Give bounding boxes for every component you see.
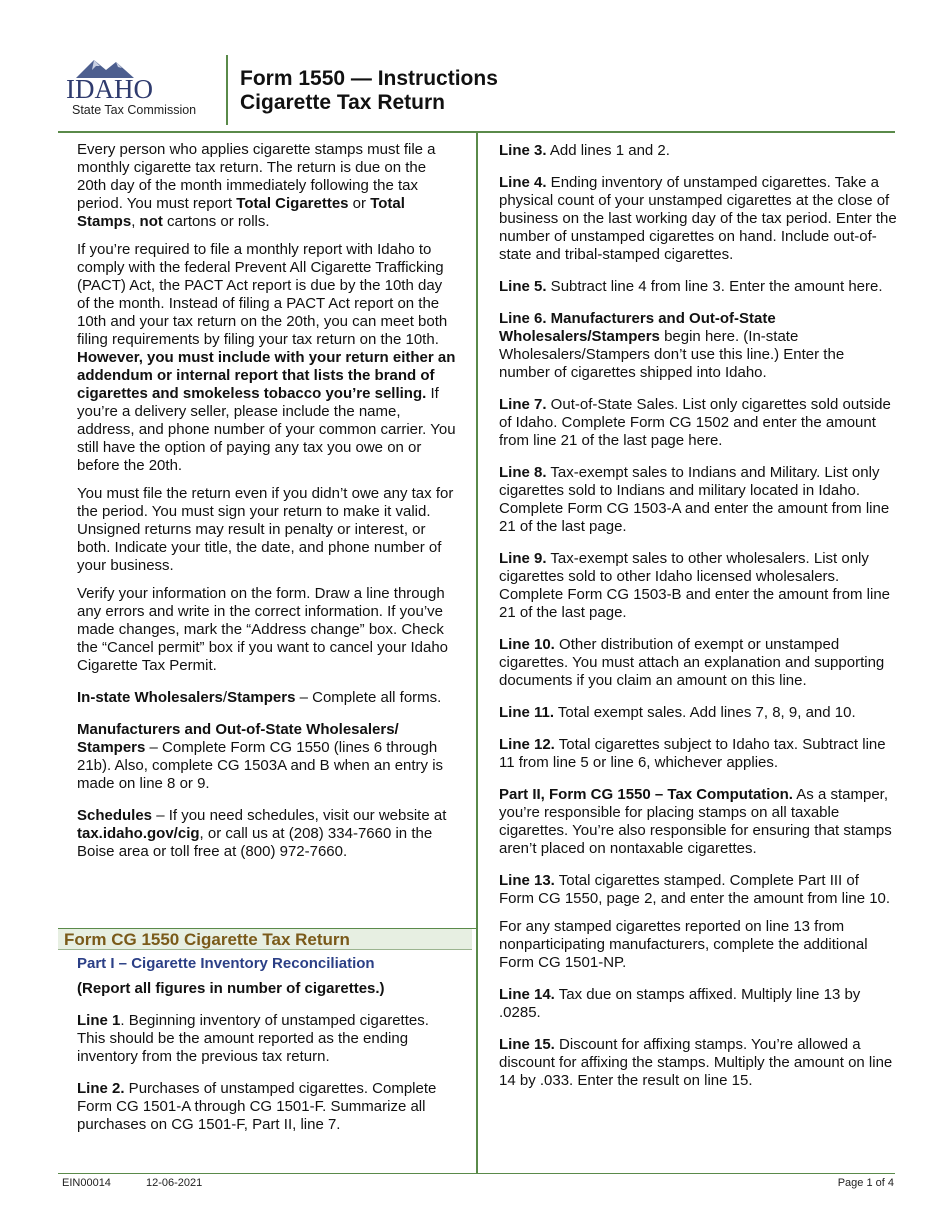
paragraph-schedules: Schedules – If you need schedules, visit our website at tax.idaho.gov/cig, or call us at (208) 334-7660 in the Boise area or toll free at (800) 972-7660.: [77, 807, 447, 860]
footer-date: 12-06-2021: [146, 1177, 203, 1189]
line-14: Line 14. Tax due on stamps affixed. Multiply line 13 by .0285.: [499, 986, 861, 1021]
line-10: Line 10. Other distribution of exempt or unstamped cigarettes. You must attach an explanation and supporting documents if you claim an amount on this line.: [499, 636, 885, 689]
paragraph-manufacturers: Manufacturers and Out-of-State Wholesalers/ Stampers – Complete Form CG 1550 (lines 6 through 21b). Also, complete CG 1503A and B when an entry is made on line 8 or 9.: [77, 721, 444, 792]
page-title: [240, 67, 498, 115]
line-2: Line 2. Purchases of unstamped cigarettes. Complete Form CG 1501-A through CG 1501-F. Summarize all purchases on CG 1501-F, Part II, line 7.: [77, 1080, 437, 1133]
report-note: (Report all figures in number of cigarettes.): [77, 980, 385, 997]
left-column: [77, 141, 457, 871]
line-12: Line 12. Total cigarettes subject to Idaho tax. Subtract line 11 from line 5 or line 6, whichever applies.: [499, 736, 886, 771]
line-13: Line 13. Total cigarettes stamped. Complete Part III of Form CG 1550, page 2, and enter the amount from line 10.: [499, 872, 891, 907]
title-line-2: Cigarette Tax Return: [240, 91, 445, 114]
line-1: Line 1. Beginning inventory of unstamped cigarettes. This should be the amount reported as the ending inventory from the previous tax return.: [77, 1012, 429, 1065]
footer-form-id: EIN00014: [62, 1177, 111, 1189]
line-8: Line 8. Tax-exempt sales to Indians and Military. List only cigarettes sold to Indians and military located in Idaho. Complete Form CG 1503-A and enter the amount from line 21 of the last page.: [499, 464, 890, 535]
line-6: Line 6. Manufacturers and Out-of-State Wholesalers/Stampers begin here. (In-state Wholesalers/Stampers don’t use this line.) Enter the number of cigarettes shipped into Idaho.: [499, 310, 845, 381]
logo-subtitle: State Tax Commission: [72, 103, 197, 117]
line-3: Line 3. Add lines 1 and 2.: [499, 142, 670, 159]
header-divider: [226, 55, 228, 125]
line-7: Line 7. Out-of-State Sales. List only cigarettes sold outside of Idaho. Complete Form CG 1502 and enter the amount from line 21 of the last page here.: [499, 396, 891, 449]
paragraph-must-file: You must file the return even if you didn’t owe any tax for the period. You must sign your return to make it valid. Unsigned returns may result in penalty or interest, or both. Indicate your title, the date, and phone number of your business.: [77, 485, 454, 574]
website-link[interactable]: tax.idaho.gov/cig: [77, 825, 200, 842]
section-title: Form CG 1550 Cigarette Tax Return: [64, 930, 350, 949]
column-divider: [476, 131, 478, 1174]
mountain-logo-icon: [62, 52, 172, 102]
line-15: Line 15. Discount for affixing stamps. You’re allowed a discount for affixing the stamps. Multiply the amount on line 14 by .033. Enter the result on line 15.: [499, 1036, 893, 1089]
left-column-lower: [77, 980, 457, 1144]
line-11: Line 11. Total exempt sales. Add lines 7, 8, 9, and 10.: [499, 704, 856, 721]
footer-page-number: Page 1 of 4: [837, 1177, 894, 1189]
part-2-tax-computation: Part II, Form CG 1550 – Tax Computation. As a stamper, you’re responsible for placing stamps on all taxable cigarettes. You’re also responsible for ensuring that stamps aren’t placed on nontaxable cigarettes.: [499, 786, 892, 857]
idaho-logo: [62, 52, 212, 122]
paragraph-verify: Verify your information on the form. Draw a line through any errors and write in the correct information. If you’ve made changes, mark the “Address change” box. Check the “Cancel permit” box if you want to cancel your Idaho Cigarette Tax Permit.: [77, 585, 449, 674]
line-13-note: For any stamped cigarettes reported on line 13 from nonparticipating manufacturers, complete the additional Form CG 1501-NP.: [499, 918, 868, 971]
title-line-1: Form 1550 — Instructions: [240, 67, 498, 90]
line-9: Line 9. Tax-exempt sales to other wholesalers. List only cigarettes sold to other Idaho licensed wholesalers. Complete Form CG 1503-B and enter the amount from line 21 of the last page.: [499, 550, 891, 621]
logo-wordmark: IDAHO: [66, 74, 153, 102]
part-title: Part I – Cigarette Inventory Reconciliation: [77, 955, 375, 972]
footer-rule: [58, 1173, 895, 1174]
paragraph-intro: Every person who applies cigarette stamps must file a monthly cigarette tax return. The return is due on the 20th day of the month immediately following the tax period. You must report Total Cigarettes or Total Stamps, not cartons or rolls.: [77, 141, 436, 230]
paragraph-pact-act: If you’re required to file a monthly report with Idaho to comply with the federal Prevent All Cigarette Trafficking (PACT) Act, the PACT Act report is due by the 10th day of the month. Instead of filing a PACT Act report on the 10th and your tax return on the 20th, you can meet both filing requirements by filing your tax return on the 10th. However, you must include with your return either an addendum or internal report that lists the brand of cigarettes and smokeless tobacco you’re selling. If you’re a delivery seller, please include the name, address, and phone number of your common carrier. You still have the option of paying any tax you owe on or before the 20th.: [77, 241, 456, 474]
paragraph-in-state: In-state Wholesalers/Stampers – Complete all forms.: [77, 689, 442, 706]
right-column: [499, 142, 897, 1100]
line-5: Line 5. Subtract line 4 from line 3. Enter the amount here.: [499, 278, 883, 295]
line-4: Line 4. Ending inventory of unstamped cigarettes. Take a physical count of your unstamped cigarettes at the close of business on the last working day of the tax period. Enter the number of unstamped cigarettes on hand. Include out-of-state and tribal-stamped cigarettes.: [499, 174, 897, 263]
